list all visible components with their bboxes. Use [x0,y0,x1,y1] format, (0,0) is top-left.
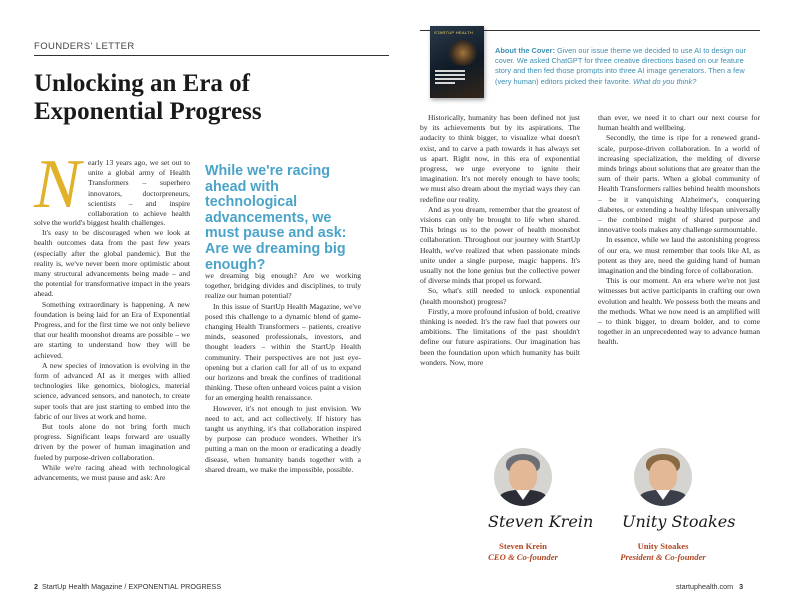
footer-separator: / [124,582,127,591]
paragraph: Something extraordinary is happening. A new foundation is being laid for an Era of Exponential Progress, and for the first time we not only believe that our health moonshot dreams are possible – we are starting to understand how they will be achieved. [34,299,190,360]
paragraph: It's easy to be discouraged when we look at health outcomes data from the past few years (especially after the global pandemic). But the reality is, we've never been more optimistic about many structural advancements being made – and the potential for transformative impact in the years ahead. [34,228,190,299]
pull-quote: While we're racing ahead with technological advancements, we must pause and ask: Are we dreaming big enough? [205,163,347,273]
column-4 [598,113,760,348]
signer-name: Steven Krein [499,541,547,551]
signer-role: CEO & Co-founder [488,552,558,562]
signature: Steven Krein [488,512,594,531]
signer-name: Unity Stoakes [637,541,689,551]
paragraph: Firstly, a more profound infusion of bold, creative thinking is needed. It's the raw fuel that powers our ambitions. The limitations of the past shouldn't define our future aspirations. Our imagination has been the foundation upon which humanity has built wonders. Now, more [420,306,580,367]
footer-brand: StartUp Health Magazine [42,582,123,591]
article-title-line-2: Exponential Progress [34,98,262,125]
footer-section: EXPONENTIAL PROGRESS [128,582,222,591]
avatar [634,448,692,506]
paragraph: However, it's not enough to just envision. We need to act, and act collectively. If history has taught us anything, it's that collaboration inspired by purpose can produce wonders. Whether it's putting a man on the moon or eradicating a deadly disease, when humanity bands together with a shared dream, we make the impossible, possible. [205,403,361,474]
paragraph: solve the world's biggest health challenges. [34,218,166,227]
cover-headline-lines [435,70,465,86]
paragraph: we dreaming big enough? Are we working together, bridging divides and disciplines, to truly realize our human potential? [205,271,361,301]
footer-right [676,582,743,591]
section-label: FOUNDERS' LETTER [34,41,135,52]
paragraph: Secondly, the time is ripe for a renewed grand-scale, purpose-driven collaboration. In a world of increasing specialization, the melding of diverse minds brings about solutions that are greater than the sum of their parts. When a global community of Health Transformers rallies behind health moonshots – be it vanquishing Alzheimer's, conquering diabetes, or extending a healthy lifespan universally – the combined might of shared purpose and innovative tools makes any challenge surmountable. [598,133,760,235]
paragraph: But tools alone do not bring forth much progress. Significant leaps forward are usually driven by the power of human imagination and fueled by purpose-driven collaboration. [34,422,190,462]
drop-cap: N [34,146,81,223]
paragraph: This is our moment. An era where we're not just witnesses but active participants in crafting our own evolution and health. We possess both the means and the methods. What we now need is an amplified will – to think bigger, to dream bolder, and to come together in an unprecedented way to advance human health. [598,276,760,347]
paragraph: early 13 years ago, we set out to unite a global army of Health Transformers – superhero innovators, doctorpreneurs, scientists – and inspire collaboration to achieve health [88,158,190,218]
article-title-line-1: Unlocking an Era of [34,70,251,97]
paragraph: So, what's still needed to unlock exponential (health moonshot) progress? [420,286,580,306]
paragraph: In this issue of StartUp Health Magazine, we've posed this challenge to a dynamic blend of game-changing Health Transformers – patients, creative minds, seasoned professionals, investors, and thought leaders – within the StartUp Health community. Their perspectives are not just eye-opening but a clarion call for all of us to expand our horizons and break the confines of traditional thinking. These often unheard voices paint a vision for an emerging health renaissance. [205,301,361,403]
about-text: Given our issue theme we decided to use AI to design our cover. We asked ChatGPT for three creative directions based on our feature story and then fed those prompts into three AI image generators. Then a few (very human) editors picked their favorite. [495,46,746,86]
footer-url: startuphealth.com [676,582,734,591]
face [509,460,537,492]
column-1 [34,218,190,483]
column-2 [205,271,361,475]
magazine-cover-thumbnail [430,26,484,98]
cover-masthead: STARTUP HEALTH [434,30,474,35]
footer-left [34,582,221,591]
top-rule-left [34,55,389,56]
paragraph: A new species of innovation is evolving in the form of advanced AI as it merges with allied technologies like genomics, biologics, material science, advanced sensors, and nanotech, to create super tools that are just starting to embed into the fabric of our lives at work and home. [34,360,190,421]
page-number-left: 2 [34,582,38,591]
paragraph: Historically, humanity has been defined not just by its achievements but by its aspirations. The audacity to think bigger, to visualize what doesn't exist, and to carve a path towards it has always set us apart. Right now, in this era of exponential progress, we urge everyone to ignite their imagination. It's not merely enough to have tools; we must also dream about the myriad ways they can redefine our reality. [420,113,580,204]
about-label: About the Cover: [495,46,555,55]
paragraph: than ever, we need it to chart our next course for human health and wellbeing. [598,113,760,133]
cover-art [448,40,478,66]
avatar [494,448,552,506]
about-question: What do you think? [633,76,697,86]
column-3 [420,113,580,368]
paragraph: And as you dream, remember that the greatest of visions can only be brought to life when shared. This brings us to the power of health moonshot collaboration. Throughout our journey with StartUp Health, we've realized that when passionate minds unite under a single purpose, magic happens. It's usually not the lone genius but the collective power of diverse minds that propel us forward. [420,204,580,286]
paragraph: While we're racing ahead with technological advancements, we must pause and ask: Are [34,462,190,483]
face [649,460,677,492]
page-number-right: 3 [739,582,744,591]
article-title [34,70,262,126]
signature: Unity Stoakes [622,512,736,531]
column-1-top [88,158,190,218]
signer-role: President & Co-founder [620,552,706,562]
about-the-cover [495,46,760,87]
paragraph: In essence, while we laud the astonishing progress of our era, we must remember that tools like AI, as potent as they are, need the guiding hand of human imagination and the binding force of collaboration. [598,235,760,276]
